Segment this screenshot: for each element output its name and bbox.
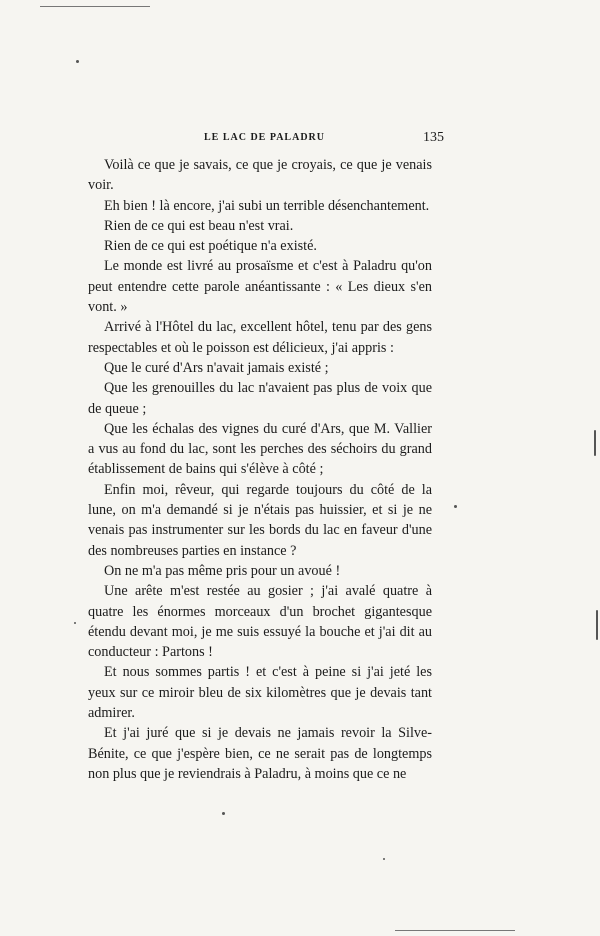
paragraph: Que le curé d'Ars n'avait jamais existé ; — [104, 359, 329, 376]
speck — [76, 60, 79, 63]
speck — [74, 622, 76, 624]
paragraph: Et nous sommes partis ! et c'est à peine si j'ai jeté les yeux sur ce miroir bleu de six kilomètres que je devais tant admirer. — [88, 664, 432, 722]
paragraph: Rien de ce qui est beau n'est vrai. — [104, 217, 294, 234]
paragraph: Que les grenouilles du lac n'avaient pas plus de voix que de queue ; — [88, 380, 432, 417]
speck — [596, 610, 598, 640]
paragraph: Rien de ce qui est poétique n'a existé. — [104, 238, 317, 255]
paragraph: On ne m'a pas même pris pour un avoué ! — [104, 562, 341, 579]
paragraph: Et j'ai juré que si je devais ne jamais revoir la Silve-Bénite, ce que j'espère bien, ce ne serait pas de longtemps non plus que je reviendrais à Paladru, à moins que ce ne — [88, 725, 432, 782]
paragraph: Une arête m'est restée au gosier ; j'ai avalé quatre à quatre les énormes morceaux d'un brochet gigantesque étendu devant moi, je me suis essuyé la bouche et j'ai dit au conducteur : Partons ! — [88, 583, 432, 661]
top-edge-mark — [40, 6, 150, 7]
paragraph: Le monde est livré au prosaïsme et c'est à Paladru qu'on peut entendre cette parole anéantissante : « Les dieux s'en vont. » — [88, 258, 432, 316]
speck — [383, 858, 385, 860]
speck — [454, 505, 457, 508]
paragraph: Voilà ce que je savais, ce que je croyais, ce que je venais voir. — [88, 157, 432, 194]
paragraph: Enfin moi, rêveur, qui regarde toujours du côté de la lune, on m'a demandé si je n'étais pas huissier, et si je ne venais pas instrumenter sur les bords du lac en faveur d'une des nombreuses parties en instance ? — [88, 481, 432, 559]
speck — [594, 430, 596, 456]
paragraph: Eh bien ! là encore, j'ai subi un terrible désenchantement. — [104, 197, 430, 214]
page-number: 135 — [423, 130, 444, 145]
bottom-edge-mark — [395, 930, 515, 931]
paragraph: Arrivé à l'Hôtel du lac, excellent hôtel, tenu par des gens respectables et où le poisson est délicieux, j'ai appris : — [88, 319, 432, 356]
running-title: LE LAC DE PALADRU — [204, 132, 325, 143]
page-header — [88, 132, 444, 150]
paragraph: Que les échalas des vignes du curé d'Ars, que M. Vallier a vus au fond du lac, sont les perches des séchoirs du grand établissement de bains qui s'élève à côté ; — [88, 420, 432, 478]
speck — [222, 812, 225, 815]
body-text — [88, 155, 432, 784]
